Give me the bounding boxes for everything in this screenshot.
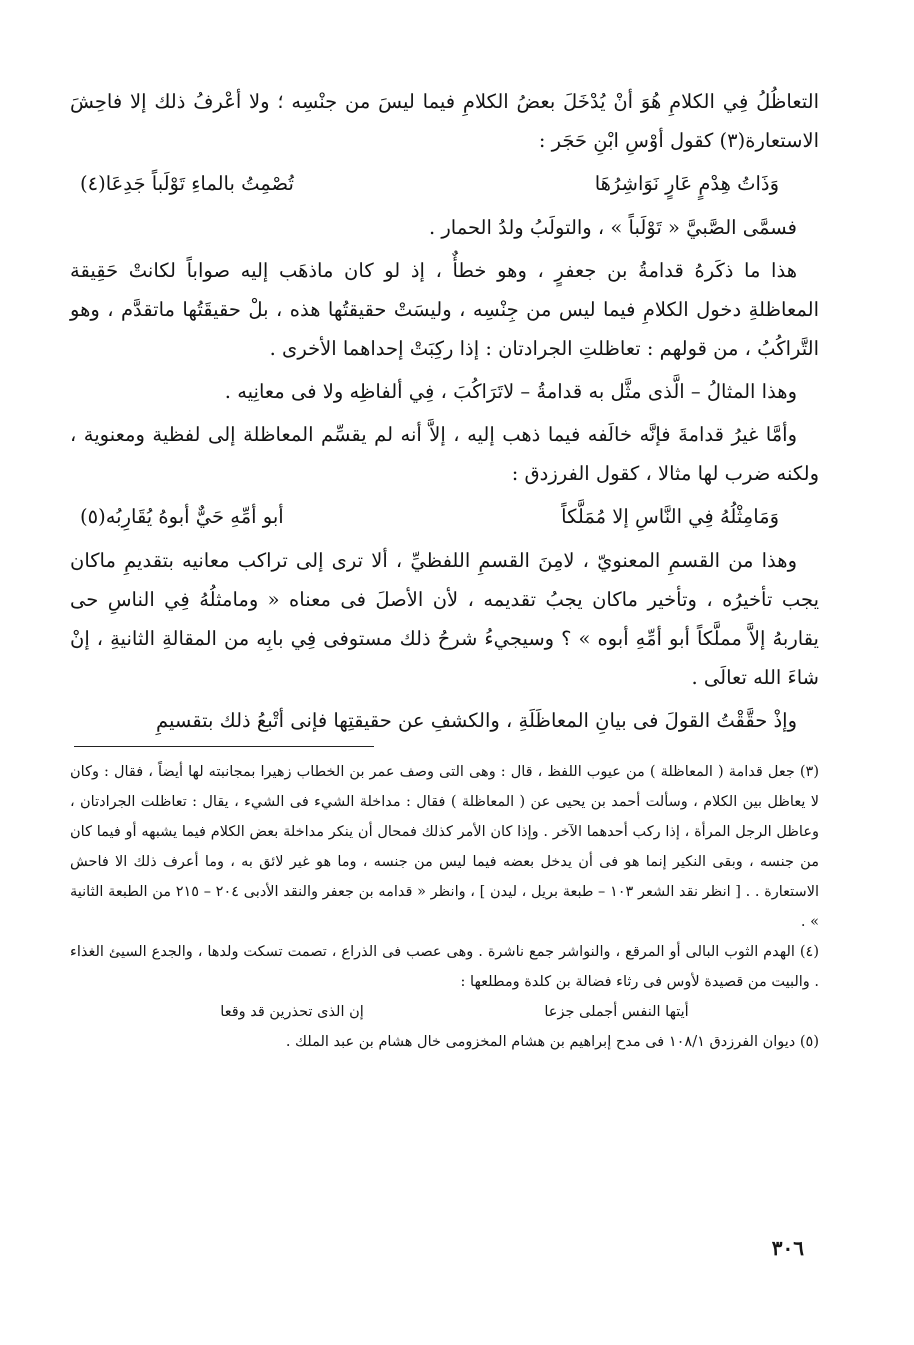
verse-second-hemistich: تُصْمِتُ بالماءِ تَوْلَباً جَدِعَا(٤) [80, 172, 294, 195]
footnote-verse [70, 997, 819, 1027]
paragraph: التعاظُلُ فِي الكلامِ هُوَ أنْ يُدْخَلَ بعضُ الكلامِ فيما ليسَ من جنْسِه ؛ ولا أعْرفُ ذلك إلا فاحِشَ الاستعارة(٣) كقول أوْسِ ابْنِ حَجَر : [70, 90, 819, 152]
verse-line [70, 497, 819, 537]
paragraph: وإذْ حقَّقْتُ القولَ فى بيانِ المعاظَلَةِ ، والكشفِ عن حقيقتِها فإنى أتْبعُ ذلك بتقسيمِ [156, 709, 797, 732]
verse-first-hemistich: وَذَاتُ هِدْمٍ عَارٍ نَوَاشِرُهَا [594, 172, 779, 195]
verse-second-hemistich: إن الذى تحذرين قد وقعا [220, 1004, 364, 1020]
verse-first-hemistich: وَمَامِثْلُهُ فِي النَّاسِ إلا مُمَلَّكاً [561, 505, 779, 528]
verse-line [70, 164, 819, 204]
footnote: (٥) ديوان الفرزدق ١٠٨/١ فى مدح إبراهيم بن هشام المخزومى خال هشام بن عبد الملك . [285, 1034, 819, 1050]
verse-second-hemistich: أبو أمِّهِ حَيٌّ أبوهُ يُقَارِبُه(٥) [80, 505, 284, 528]
paragraph: وهذا المثالُ – الَّذى مثَّل به قدامةُ – لاتَرَاكُبَ ، فِي ألفاظِه ولا فى معانِيه . [224, 380, 797, 403]
paragraph: وهذا من القسمِ المعنويّ ، لامِنَ القسمِ اللفظيِّ ، ألا ترى إلى تراكب معانيه بتقديمِ ماكان يجب تأخيرُه ، وتأخير ماكان يجبُ تقديمه ، لأن الأصلَ فى معناه « ومامثلُهُ فِي الناسِ حى يقاربهُ إلاَّ مملَّكاً أبو أمِّهِ أبوه » ؟ وسيجيءُ شرحُ ذلك مستوفى فِي بابِه من المقالةِ الثانيةِ ، إنْ شاءَ الله تعالَى . [70, 549, 819, 689]
footnote-divider [74, 746, 374, 747]
paragraph: وأمَّا غيرُ قدامةَ فإنَّه خالَفه فيما ذهب إليه ، إلاَّ أنه لم يقسِّم المعاظلة إلى لفظية ومعنوية ، ولكنه ضرب لها مثالا ، كقول الفرزدق : [70, 423, 819, 485]
paragraph: هذا ما ذكَرهُ قدامةُ بن جعفرٍ ، وهو خطأٌ ، إذ لو كان ماذهَب إليه صواباً لكانتْ حَقِيقة المعاظلةِ دخول الكلامِ فيما ليس من جِنْسِه ، وليسَتْ حقيقتُها هذه ، بلْ حقيقَتُها ماتقدَّم ، وهو التَّراكُبُ ، من قولهم : تعاظلتِ الجرادتان : إذا ركِبَتْ إحداهما الأخرى . [70, 259, 819, 360]
page-body [70, 82, 819, 1057]
page-number: ٣٠٦ [771, 1236, 804, 1260]
paragraph: فسمَّى الصَّبيَّ « تَوْلَباً » ، والتولَبُ ولدُ الحمار . [428, 216, 797, 239]
footnote: (٣) جعل قدامة ( المعاظلة ) من عيوب اللفظ ، قال : وهى التى وصف عمر بن الخطاب زهيرا بمجانبته لها أيضاً ، فقال : وكان لا يعاظل بين الكلام ، وسألت أحمد بن يحيى عن ( المعاظلة ) فقال : مداخلة الشيء فى الشيء ، يقال : تعاظلت الجرادتان ، وعاظل الرجل المرأة ، إذا ركب أحدهما الآخر . وإذا كان الأمر كذلك فمحال أن ينكر مداخلة بعض الكلام فيما يشبهه أو فيما كان من جنسه ، وبقى النكير إنما هو فى أن يدخل بعضه فيما ليس من جنسه ، وما هو غير لائق به ، وما أعرف ذلك الا فاحش الاستعارة . . [ انظر نقد الشعر ١٠٣ – طبعة بريل ، ليدن ] ، وانظر « قدامه بن جعفر والنقد الأدبى ٢٠٤ – ٢١٥ من الطبعة الثانية » . [70, 764, 820, 930]
footnote: (٤) الهدم الثوب البالى أو المرقع ، والنواشر جمع ناشرة . وهى عصب فى الذراع ، تصمت تسكت ولدها ، والجدع السيئ الغذاء . والبيت من قصيدة لأوس فى رثاء فضالة بن كلدة ومطلعها : [70, 944, 819, 990]
verse-first-hemistich: أيتها النفس أجملى جزعا [544, 1004, 689, 1020]
